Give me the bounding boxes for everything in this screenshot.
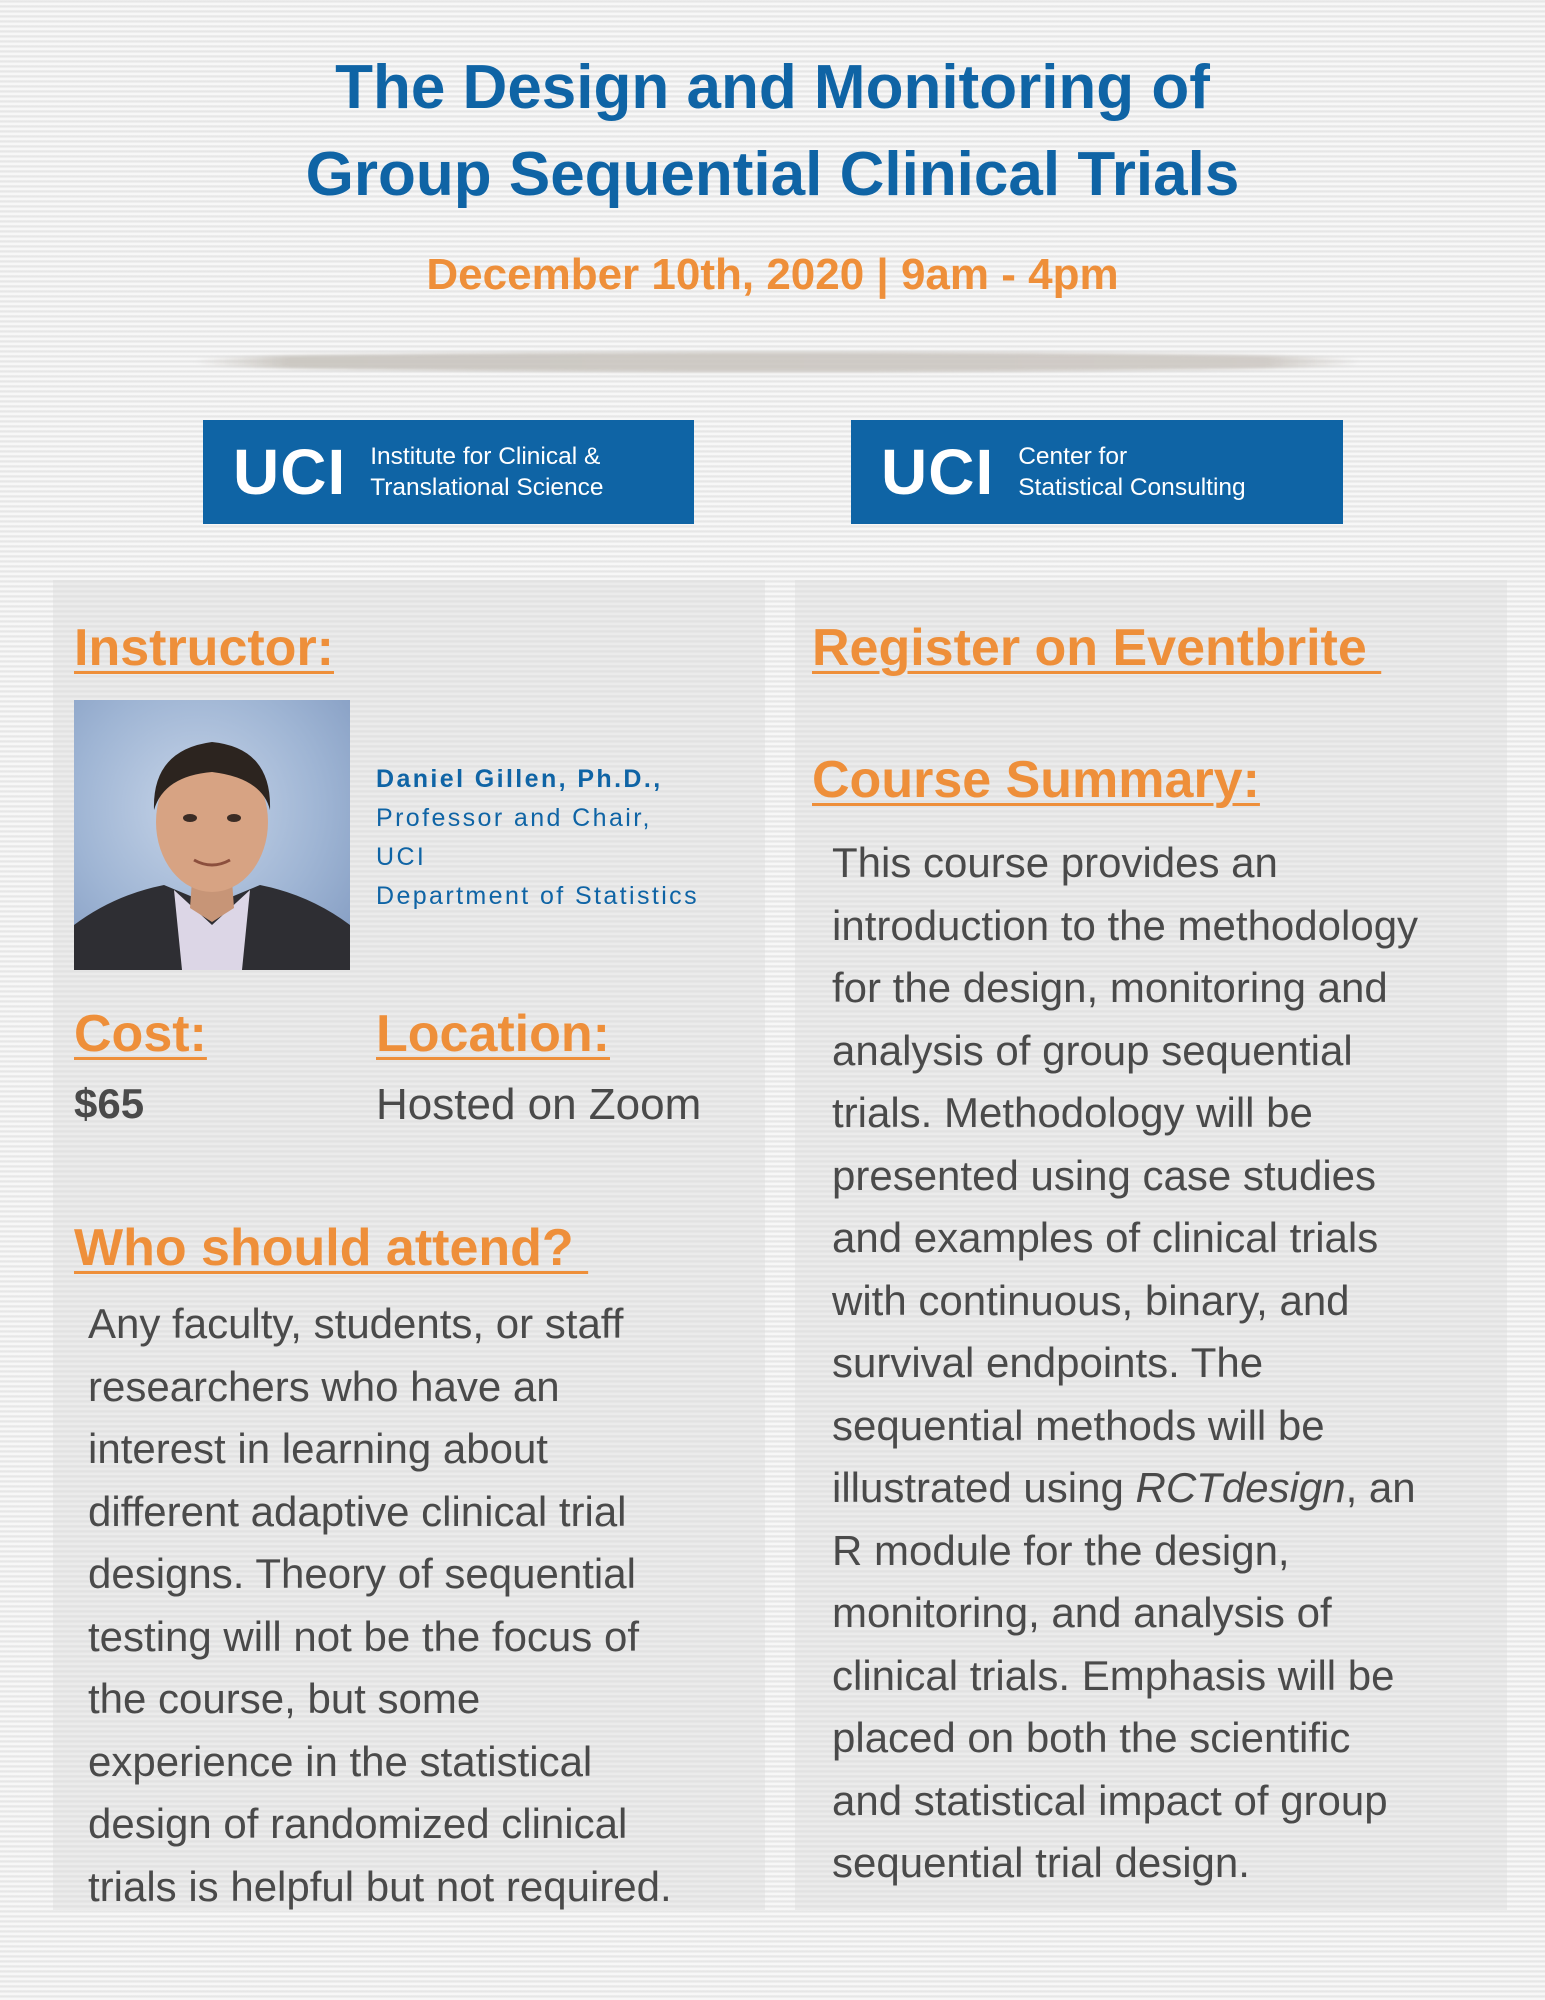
attend-line: design of randomized clinical (88, 1800, 628, 1847)
summary-line: monitoring, and analysis of (832, 1589, 1332, 1636)
attend-line: researchers who have an (88, 1362, 560, 1410)
who-should-attend-heading: Who should attend? (74, 1219, 589, 1277)
summary-text (832, 832, 1418, 1895)
attend-line: different adaptive clinical trial (88, 1487, 627, 1535)
summary-line: R module for the design, (832, 1526, 1290, 1574)
instructor-name: Daniel Gillen, Ph.D., (376, 765, 663, 793)
instructor-title: Professor and Chair, (376, 804, 652, 832)
location-value: Hosted on Zoom (376, 1080, 702, 1129)
course-summary-heading: Course Summary: (812, 751, 1260, 809)
attend-line: experience in the statistical (88, 1737, 593, 1785)
uci-ictc-logo (203, 420, 694, 524)
attend-line: trials is helpful but not required. (88, 1862, 672, 1910)
summary-line: survival endpoints. The (832, 1339, 1264, 1386)
location-heading: Location: (376, 1005, 610, 1063)
instructor-org: UCI (376, 843, 427, 871)
logo-line-1: Institute for Clinical & (370, 443, 601, 470)
attend-line: Any faculty, students, or staff (88, 1300, 624, 1347)
summary-line: placed on both the scientific (832, 1714, 1351, 1761)
logo-mark: UCI (233, 436, 347, 508)
brush-divider (195, 352, 1360, 372)
instructor-portrait-icon (74, 700, 350, 970)
attend-line: interest in learning about (88, 1425, 548, 1472)
attend-line: designs. Theory of sequential (88, 1550, 636, 1597)
attend-line: testing will not be the focus of (88, 1612, 639, 1660)
summary-line-post: , an (1345, 1464, 1416, 1511)
summary-line: trials. Methodology will be (832, 1089, 1313, 1136)
summary-line: This course provides an (832, 839, 1278, 886)
page-title (0, 44, 1545, 218)
logo-line-2: Translational Science (370, 474, 604, 501)
uci-csc-logo (851, 420, 1343, 524)
cost-heading: Cost: (74, 1005, 207, 1063)
summary-line-rctdesign (832, 1457, 1418, 1520)
instructor-info (376, 760, 699, 916)
summary-line-pre: illustrated using (832, 1464, 1136, 1511)
summary-line: presented using case studies (832, 1151, 1377, 1199)
summary-line: for the design, monitoring and (832, 964, 1388, 1011)
summary-line: sequential methods will be (832, 1401, 1325, 1449)
summary-line: sequential trial design. (832, 1839, 1250, 1886)
cost-value: $65 (74, 1080, 145, 1127)
attend-line: the course, but some (88, 1675, 481, 1722)
summary-line: with continuous, binary, and (832, 1276, 1350, 1324)
event-date: December 10th, 2020 | 9am - 4pm (426, 250, 1119, 299)
summary-line: clinical trials. Emphasis will be (832, 1651, 1395, 1699)
register-eventbrite-link[interactable]: Register on Eventbrite (812, 619, 1382, 677)
title-line-1: The Design and Monitoring of (335, 53, 1210, 122)
instructor-heading: Instructor: (74, 619, 334, 677)
logo-mark: UCI (881, 436, 995, 508)
rctdesign-term: RCTdesign (1135, 1464, 1346, 1511)
title-line-2: Group Sequential Clinical Trials (305, 140, 1240, 209)
summary-line: and examples of clinical trials (832, 1214, 1379, 1261)
summary-line: analysis of group sequential (832, 1026, 1353, 1074)
logo-line-1: Center for (1018, 443, 1128, 470)
logo-line-2: Statistical Consulting (1018, 474, 1246, 501)
summary-line: and statistical impact of group (832, 1776, 1388, 1824)
instructor-department: Department of Statistics (376, 882, 699, 910)
summary-line: introduction to the methodology (832, 901, 1419, 949)
attend-text (88, 1293, 672, 1918)
